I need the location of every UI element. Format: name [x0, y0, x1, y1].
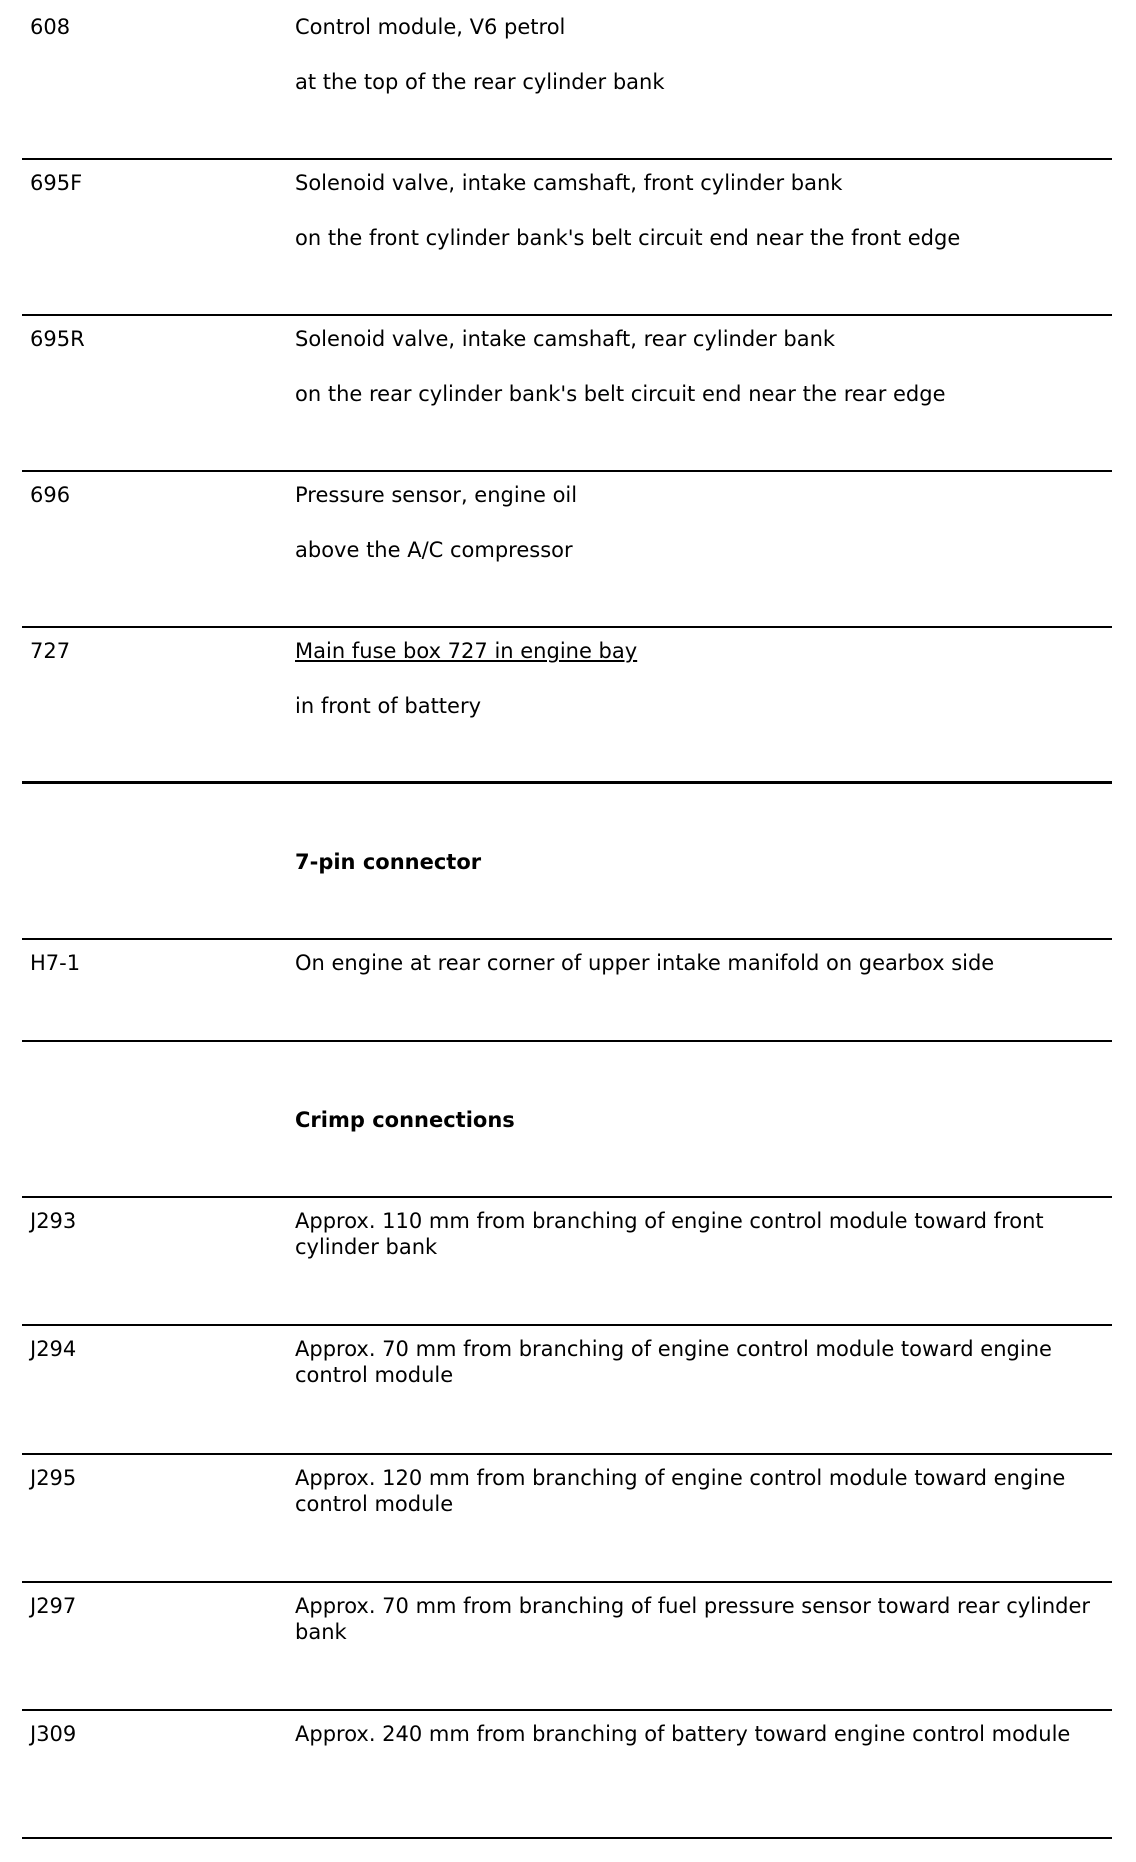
- component-name: Control module, V6 petrol: [295, 15, 566, 39]
- crimp-code: J297: [30, 1594, 77, 1618]
- crimp-code: J295: [30, 1466, 77, 1490]
- component-location: at the top of the rear cylinder bank: [295, 70, 665, 94]
- component-code: 695R: [30, 327, 85, 351]
- section-heading: 7-pin connector: [295, 850, 482, 874]
- main-fuse-box-link[interactable]: Main fuse box 727 in engine bay: [295, 639, 638, 663]
- row-divider: [22, 938, 1112, 940]
- component-description: [295, 482, 1115, 563]
- row-divider: [22, 158, 1112, 160]
- component-code: 608: [30, 15, 71, 39]
- crimp-code: J293: [30, 1209, 77, 1233]
- component-code: 696: [30, 483, 71, 507]
- row-divider: [22, 314, 1112, 316]
- crimp-code: J294: [30, 1337, 77, 1361]
- crimp-location: Approx. 120 mm from branching of engine control module toward engine control module: [295, 1466, 1066, 1516]
- component-name: Solenoid valve, intake camshaft, front cylinder bank: [295, 171, 843, 195]
- component-description: [295, 638, 1115, 719]
- component-location: on the rear cylinder bank's belt circuit end near the rear edge: [295, 382, 946, 406]
- component-name: Pressure sensor, engine oil: [295, 483, 578, 507]
- component-description: [295, 326, 1115, 407]
- component-location: above the A/C compressor: [295, 538, 573, 562]
- component-code: 695F: [30, 171, 83, 195]
- component-code: 727: [30, 639, 71, 663]
- row-divider: [22, 626, 1112, 628]
- connector-code: H7-1: [30, 951, 81, 975]
- section-divider: [22, 781, 1112, 784]
- row-divider: [22, 1581, 1112, 1583]
- crimp-location: Approx. 110 mm from branching of engine control module toward front cylinder bank: [295, 1209, 1044, 1259]
- crimp-location: Approx. 70 mm from branching of engine control module toward engine control module: [295, 1337, 1052, 1387]
- row-divider: [22, 1040, 1112, 1042]
- connector-location: On engine at rear corner of upper intake manifold on gearbox side: [295, 951, 995, 975]
- component-location: on the front cylinder bank's belt circuit end near the front edge: [295, 226, 961, 250]
- row-divider: [22, 1453, 1112, 1455]
- component-name: Solenoid valve, intake camshaft, rear cylinder bank: [295, 327, 836, 351]
- section-heading: Crimp connections: [295, 1108, 515, 1132]
- component-description: [295, 170, 1115, 251]
- row-divider: [22, 1196, 1112, 1198]
- component-description: [295, 14, 1115, 95]
- row-divider: [22, 1324, 1112, 1326]
- row-divider: [22, 470, 1112, 472]
- crimp-location: Approx. 240 mm from branching of battery toward engine control module: [295, 1722, 1071, 1746]
- crimp-location: Approx. 70 mm from branching of fuel pressure sensor toward rear cylinder bank: [295, 1594, 1091, 1644]
- component-location: in front of battery: [295, 694, 482, 718]
- crimp-code: J309: [30, 1722, 77, 1746]
- row-divider: [22, 1837, 1112, 1839]
- row-divider: [22, 1709, 1112, 1711]
